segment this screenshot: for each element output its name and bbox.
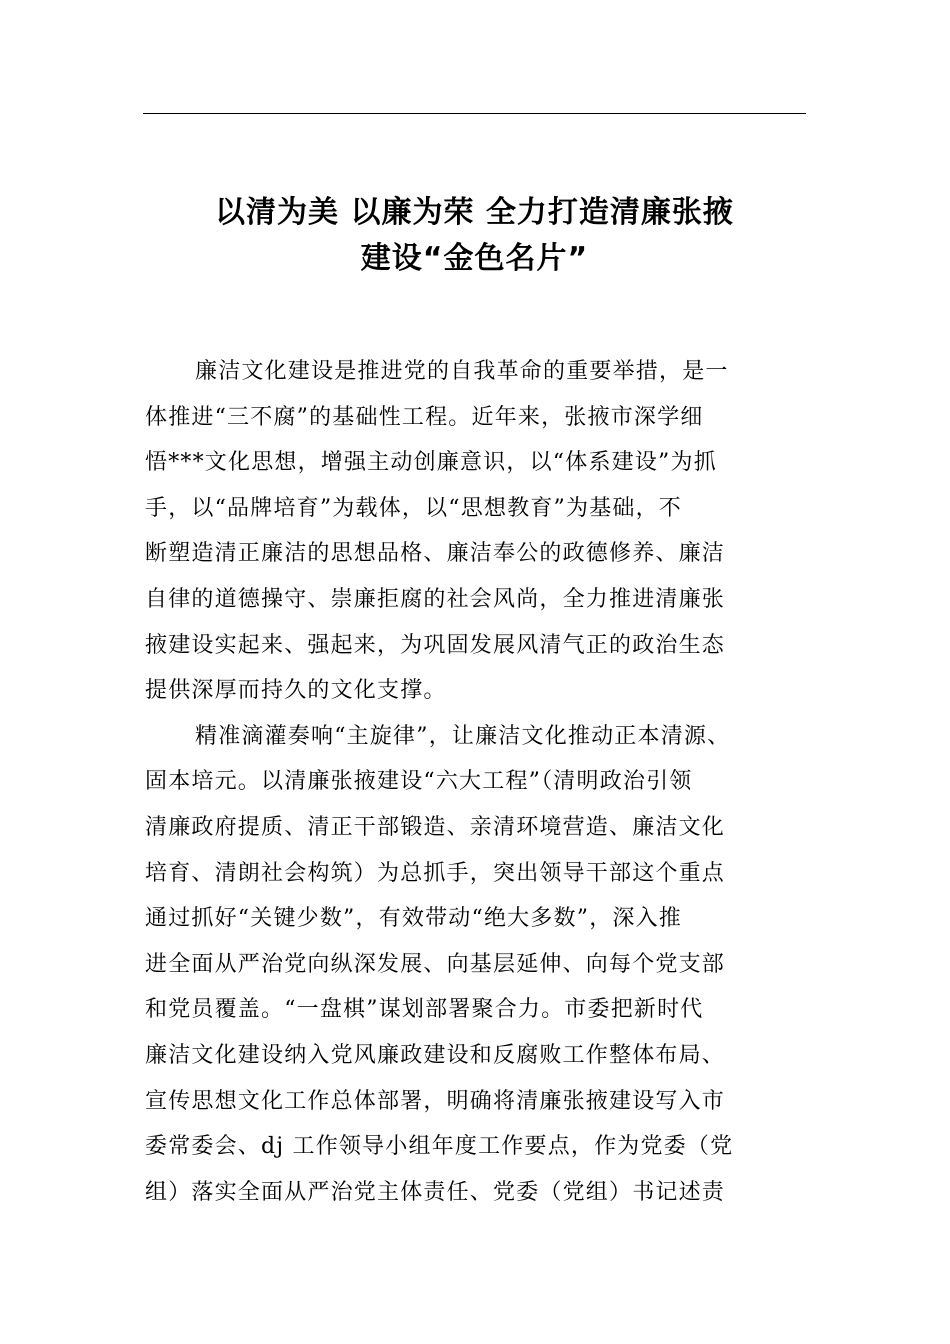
document-title (143, 190, 806, 282)
text-line: 提供深厚而持久的文化支撑。 (145, 678, 447, 704)
text-line: 掖建设实起来、强起来，为巩固发展风清气正的政治生态 (145, 632, 726, 658)
paragraph (145, 349, 805, 714)
text-line: 廉洁文化建设纳入党风廉政建设和反腐败工作整体布局、 (145, 1042, 726, 1068)
text-line: 自律的道德操守、崇廉拒腐的社会风尚，全力推进清廉张 (145, 586, 726, 612)
document-body (145, 349, 805, 1215)
text-line: 通过抓好“关键少数”，有效带动“绝大多数”，深入推 (145, 906, 682, 932)
text-line: 廉洁文化建设是推进党的自我革命的重要举措，是一 (195, 359, 729, 384)
text-line: 进全面从严治党向纵深发展、向基层延伸、向每个党支部 (145, 951, 726, 977)
text-line: 悟***文化思想，增强主动创廉意识，以“体系建设”为抓 (145, 450, 717, 476)
text-line: 委常委会、dj 工作领导小组年度工作要点，作为党委（党 (145, 1134, 734, 1160)
text-line: 培育、清朗社会构筑）为总抓手，突出领导干部这个重点 (145, 860, 726, 886)
title-line: 建设“金色名片” (360, 241, 589, 276)
text-line: 断塑造清正廉洁的思想品格、廉洁奉公的政德修养、廉洁 (145, 541, 726, 567)
text-line: 和党员覆盖。“一盘棋”谋划部署聚合力。市委把新时代 (145, 997, 704, 1023)
text-line: 精准滴灌奏响“主旋律”，让廉洁文化推动正本清源、 (195, 723, 731, 749)
text-line: 体推进“三不腐”的基础性工程。近年来，张掖市深学细 (145, 404, 704, 430)
text-line: 组）落实全面从严治党主体责任、党委（党组）书记述责 (145, 1179, 726, 1205)
paragraph (145, 714, 805, 1216)
title-line: 以清为美 以廉为荣 全力打造清廉张掖 (215, 195, 734, 230)
header-rule (143, 113, 806, 114)
text-line: 固本培元。以清廉张掖建设“六大工程”（清明政治引领 (145, 769, 693, 795)
text-line: 清廉政府提质、清正干部锻造、亲清环境营造、廉洁文化 (145, 814, 726, 840)
text-line: 宣传思想文化工作总体部署，明确将清廉张掖建设写入市 (145, 1088, 726, 1114)
text-line: 手，以“品牌培育”为载体，以“思想教育”为基础，不 (145, 495, 682, 521)
